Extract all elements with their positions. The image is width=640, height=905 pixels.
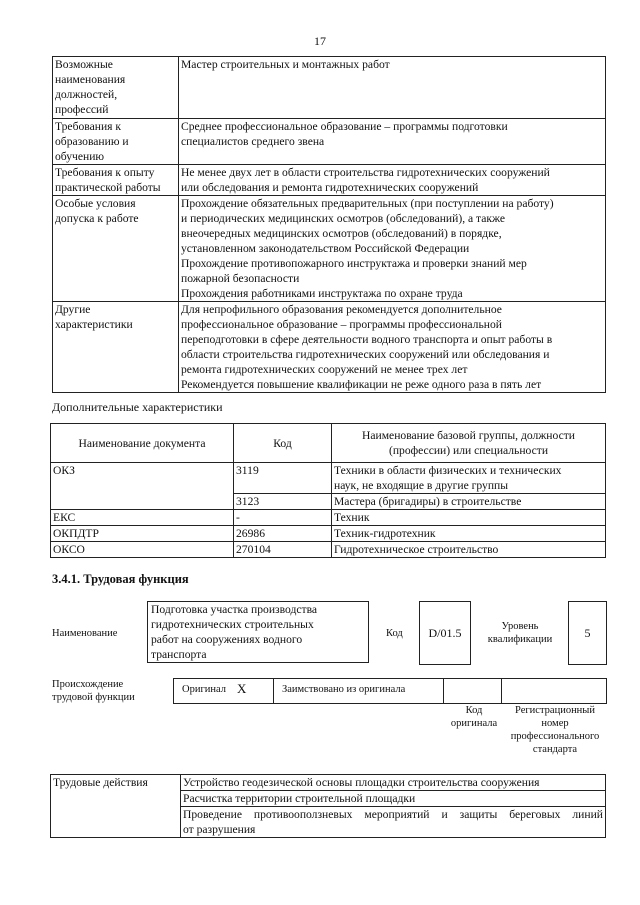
table-row — [51, 510, 606, 526]
characteristics-table — [52, 56, 606, 393]
code-cell: - — [234, 510, 332, 526]
origin-label: Происхождение трудовой функции — [52, 679, 135, 703]
table-row — [51, 542, 606, 558]
column-header: Наименование базовой группы, должности (профессии) или специальности — [332, 424, 606, 463]
row-label: Другие характеристики — [53, 302, 179, 393]
code-cell: 26986 — [234, 526, 332, 542]
labor-action-item: Устройство геодезической основы площадки строительства сооружения — [181, 775, 606, 791]
function-name-box: Подготовка участка производства гидротехнических строительных работ на сооружениях водного транспорта — [147, 601, 369, 663]
row-value: Мастер строительных и монтажных работ — [179, 57, 606, 119]
code-cell: 3123 — [234, 494, 332, 510]
row-label: Особые условия допуска к работе — [53, 196, 179, 302]
table-header-row — [51, 424, 606, 463]
code-label: Код — [386, 628, 403, 639]
code-original-label: Код оригинала — [450, 705, 498, 729]
table-row — [53, 119, 606, 165]
name-cell: Мастера (бригадиры) в строительстве — [332, 494, 606, 510]
name-label: Наименование — [52, 628, 118, 639]
origin-row — [173, 678, 607, 704]
row-label: Возможные наименования должностей, профессий — [53, 57, 179, 119]
labor-action-item: Проведение противооползневых мероприятий и защиты береговых линий от разрушения — [181, 807, 606, 838]
level-value-box: 5 — [568, 601, 607, 665]
row-value: Для непрофильного образования рекомендуется дополнительное профессиональное образование – программы профессиональной переподготовки в сфере деятельности водного транспорта и опыт работы в области строительства гидротехнических сооружений или обследования и ремонта гидротехнических сооружений не менее трех лет Рекомендуется повышение квалификации не реже одного раза в пять лет — [179, 302, 606, 393]
code-value-box: D/01.5 — [419, 601, 471, 665]
original-cell: Оригинал X — [174, 679, 274, 703]
doc-cell: ЕКС — [51, 510, 234, 526]
doc-cell: ОКПДТР — [51, 526, 234, 542]
row-value: Прохождение обязательных предварительных (при поступлении на работу) и периодических медицинских осмотров (обследований), а также внеочередных медицинских осмотров (обследований) в порядке, установленном законодательством Российской Федерации Прохождение противопожарного инструктажа и проверки знаний мер пожарной безопасности Прохождения работниками инструктажа по охране труда — [179, 196, 606, 302]
row-value: Не менее двух лет в области строительства гидротехнических сооружений или обследования и ремонта гидротехнических сооружений — [179, 165, 606, 196]
original-mark: X — [237, 681, 247, 696]
table-row — [53, 165, 606, 196]
table-row — [51, 463, 606, 494]
name-cell: Гидротехническое строительство — [332, 542, 606, 558]
table-row — [53, 57, 606, 119]
labor-actions-label: Трудовые действия — [51, 775, 181, 838]
section-heading: 3.4.1. Трудовая функция — [52, 572, 189, 586]
page-number: 17 — [314, 34, 326, 48]
additional-table — [50, 423, 606, 558]
column-header: Код — [234, 424, 332, 463]
name-cell: Техники в области физических и технических наук, не входящие в другие группы — [332, 463, 606, 494]
row-label: Требования к опыту практической работы — [53, 165, 179, 196]
table-row — [53, 302, 606, 393]
labor-actions-table — [50, 774, 606, 838]
table-row — [51, 775, 606, 791]
level-label: Уровень квалификации — [487, 621, 553, 645]
borrowed-cell: Заимствовано из оригинала — [274, 679, 444, 703]
name-cell: Техник-гидротехник — [332, 526, 606, 542]
doc-cell: ОКЗ — [51, 463, 234, 510]
column-header: Наименование документа — [51, 424, 234, 463]
row-label: Требования к образованию и обучению — [53, 119, 179, 165]
table-row — [53, 196, 606, 302]
reg-number-label: Регистрационный номер профессионального стандарта — [510, 705, 600, 755]
labor-action-item: Расчистка территории строительной площадки — [181, 791, 606, 807]
code-cell: 3119 — [234, 463, 332, 494]
doc-cell: ОКСО — [51, 542, 234, 558]
additional-title: Дополнительные характеристики — [52, 400, 223, 414]
table-row — [51, 526, 606, 542]
name-cell: Техник — [332, 510, 606, 526]
row-value: Среднее профессиональное образование – программы подготовки специалистов среднего звена — [179, 119, 606, 165]
code-cell: 270104 — [234, 542, 332, 558]
code-original-cell — [444, 679, 502, 703]
